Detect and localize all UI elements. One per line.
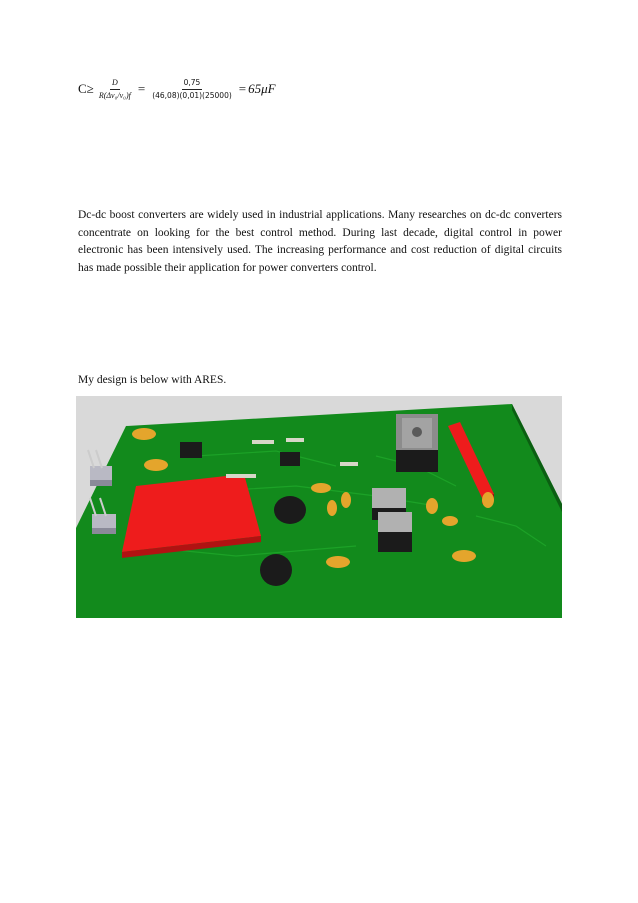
formula-result: 65μF bbox=[248, 81, 276, 96]
fraction-1-numerator: D bbox=[110, 78, 120, 90]
formula-equals-1: = bbox=[137, 81, 146, 96]
fraction-2-numerator: 0,75 bbox=[182, 78, 203, 90]
formula-lhs: C≥ bbox=[78, 81, 94, 96]
pcb-3d-render-image bbox=[76, 396, 562, 618]
formula-equals-2: = bbox=[238, 81, 247, 96]
design-paragraph: My design is below with ARES. bbox=[78, 374, 227, 386]
formula-fraction-1 bbox=[97, 78, 133, 101]
fraction-1-denominator: R(Δv₀/v₀)f bbox=[98, 90, 131, 100]
formula-fraction-2 bbox=[150, 78, 234, 101]
capacitance-formula bbox=[78, 74, 276, 104]
fraction-2-denominator: (46,08)(0,01)(25000) bbox=[152, 90, 232, 100]
intro-paragraph: Dc-dc boost converters are widely used in industrial applications. Many researches on dc-dc converters concentrate on looking for the best control method. During last decade, digital control in power electronic has been intensively used. The increasing performance and cost reduction of digital circuits has made possible their application for power converters control. bbox=[78, 209, 562, 274]
